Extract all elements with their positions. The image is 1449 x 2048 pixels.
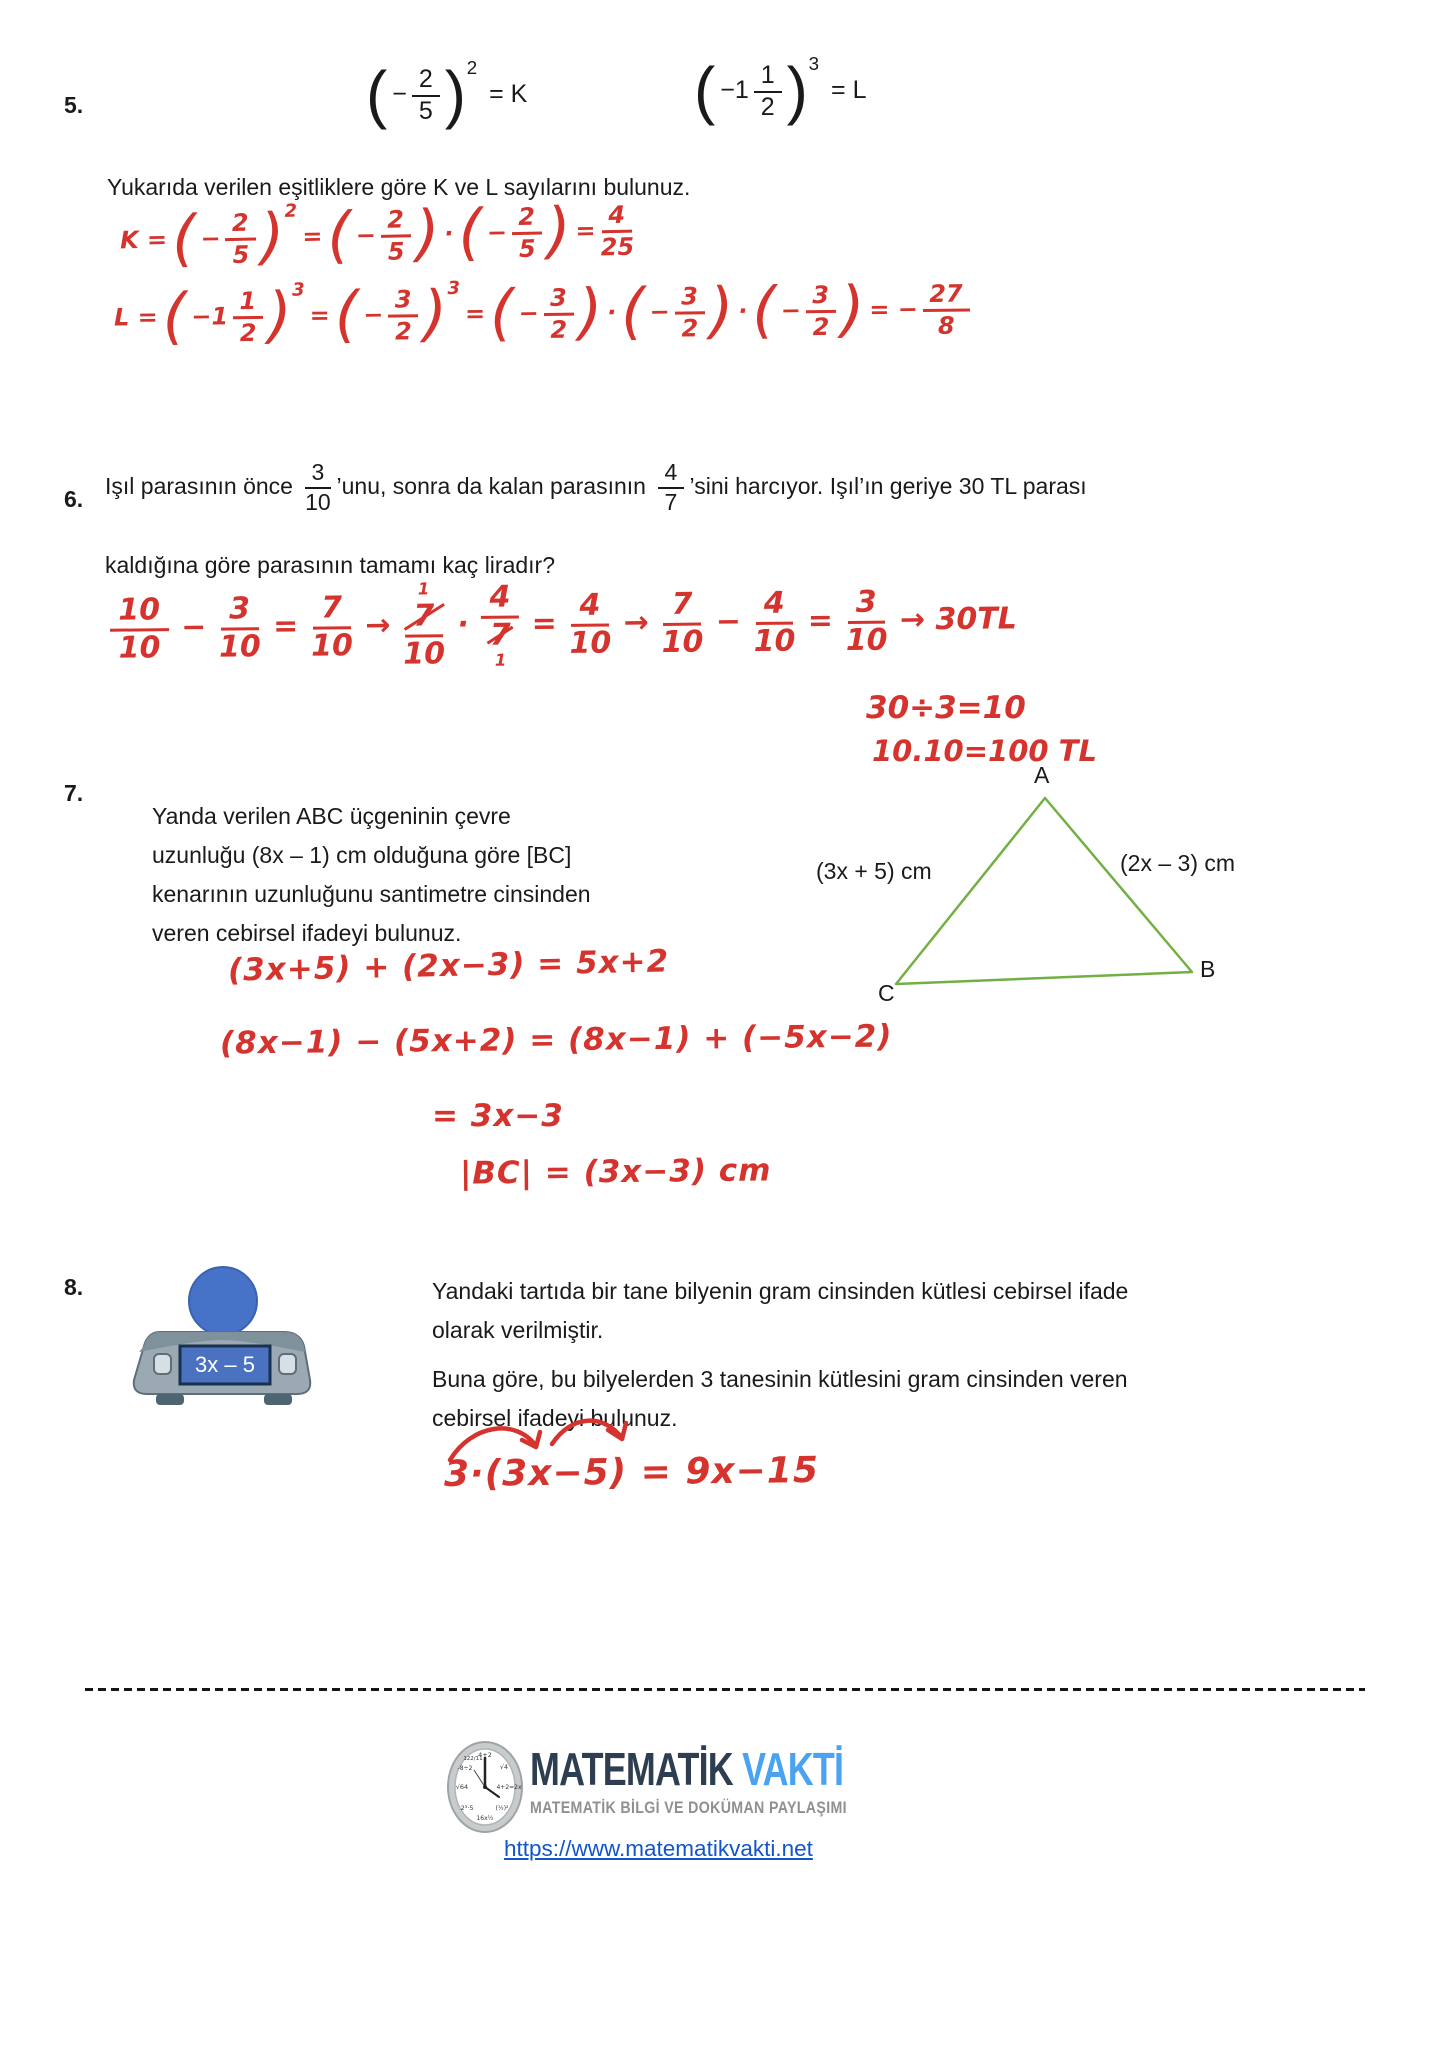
math-token: = L bbox=[824, 76, 867, 104]
math-token bbox=[444, 57, 478, 130]
math-token bbox=[620, 275, 646, 348]
math-token: 7 bbox=[313, 591, 351, 629]
math-token: ( bbox=[366, 58, 388, 130]
math-token: ) bbox=[578, 276, 603, 348]
math-token: ) bbox=[259, 200, 285, 273]
math-token bbox=[694, 54, 716, 126]
math-token bbox=[658, 460, 684, 514]
math-token: 2 bbox=[550, 315, 568, 344]
math-token: · bbox=[738, 297, 748, 326]
math-token: ( bbox=[326, 199, 352, 272]
math-token: ) bbox=[709, 274, 734, 347]
math-token: 1 bbox=[494, 650, 507, 670]
math-token: − bbox=[486, 218, 508, 247]
math-token bbox=[380, 205, 411, 266]
math-token: = bbox=[575, 216, 596, 246]
math-token bbox=[543, 285, 574, 342]
math-token: 10 bbox=[218, 629, 262, 665]
svg-text:122/11: 122/11 bbox=[463, 1756, 483, 1762]
scale-display-value: 3x – 5 bbox=[195, 1352, 255, 1377]
math-token bbox=[786, 53, 820, 126]
math-token: 3 bbox=[388, 286, 418, 317]
question-6-number: 6. bbox=[64, 486, 84, 512]
math-token: ( bbox=[457, 196, 483, 269]
math-token bbox=[751, 274, 777, 346]
triangle-right-side-label: (2x – 3) cm bbox=[1120, 850, 1236, 876]
triangle-outline bbox=[896, 798, 1192, 984]
scale-right-button bbox=[279, 1354, 296, 1374]
math-token: −1 bbox=[720, 76, 749, 104]
math-token: 2 bbox=[812, 312, 830, 341]
math-token bbox=[805, 282, 836, 339]
math-token: − bbox=[649, 297, 670, 327]
math-token: 2 bbox=[380, 206, 411, 237]
math-token: ’sini harcıyor. Işıl’ın geriye 30 TL parası bbox=[689, 473, 1087, 500]
math-token: − bbox=[518, 299, 539, 328]
math-token: 10 bbox=[310, 628, 354, 664]
scale-left-foot bbox=[156, 1394, 184, 1405]
math-token: ( bbox=[334, 278, 359, 351]
question-8-p2-line1: Buna göre, bu bilyelerden 3 tanesinin kütlesini gram cinsinden veren bbox=[432, 1366, 1128, 1392]
math-token: 4 bbox=[571, 589, 609, 627]
math-token: 8 bbox=[937, 311, 955, 340]
math-token: − bbox=[200, 224, 221, 253]
math-token: − bbox=[392, 80, 407, 108]
math-token: 1 bbox=[233, 288, 263, 319]
math-token: 4 bbox=[755, 587, 793, 625]
math-token: 10 bbox=[845, 622, 888, 659]
scale-illustration bbox=[126, 1258, 326, 1410]
math-token: 7 bbox=[405, 599, 443, 637]
math-token bbox=[674, 282, 705, 343]
math-token bbox=[334, 278, 359, 351]
math-token: 1 bbox=[754, 62, 782, 93]
triangle-vertex-a-label: A bbox=[1034, 762, 1050, 788]
math-token: = bbox=[273, 608, 299, 645]
math-token bbox=[546, 194, 572, 267]
math-token bbox=[489, 277, 515, 349]
math-token: 2 bbox=[394, 316, 412, 346]
math-token bbox=[753, 587, 795, 658]
math-token: ’unu, sonra da kalan parasının bbox=[336, 473, 653, 500]
math-token: 2 bbox=[284, 200, 298, 223]
math-token bbox=[366, 58, 388, 130]
math-token bbox=[225, 208, 256, 269]
clock-icon bbox=[446, 1740, 524, 1834]
question-5-text: Yukarıda verilen eşitliklere göre K ve L sayılarını bulunuz. bbox=[107, 174, 691, 200]
svg-text:16x½: 16x½ bbox=[476, 1815, 494, 1822]
svg-text:4+2: 4+2 bbox=[478, 1751, 492, 1759]
section-separator bbox=[85, 1688, 1365, 1691]
question-8-p1-line2: olarak verilmiştir. bbox=[432, 1317, 604, 1343]
scale-left-button bbox=[154, 1354, 171, 1374]
math-token bbox=[845, 586, 887, 657]
math-token: ( bbox=[620, 275, 646, 348]
math-token: = bbox=[531, 606, 557, 642]
math-token: 5 bbox=[387, 237, 405, 266]
math-token: 3 bbox=[292, 279, 305, 301]
math-token: 3 bbox=[543, 285, 573, 316]
math-token bbox=[259, 200, 298, 273]
logo-word-matematik: MATEMATİK bbox=[530, 1743, 743, 1795]
math-token: = bbox=[807, 603, 834, 639]
math-token: − bbox=[715, 604, 742, 640]
question-7-number: 7. bbox=[64, 780, 84, 806]
math-token bbox=[578, 276, 603, 348]
question-7-text-line4: veren cebirsel ifadeyi bulunuz. bbox=[152, 920, 462, 946]
math-token bbox=[511, 202, 542, 263]
math-token bbox=[600, 201, 635, 261]
math-token: = bbox=[302, 222, 323, 251]
math-token bbox=[326, 199, 352, 272]
math-token bbox=[267, 279, 305, 351]
math-token: = K bbox=[482, 80, 528, 108]
math-token: 10 bbox=[661, 624, 704, 661]
math-token bbox=[709, 274, 734, 347]
math-token: → bbox=[623, 605, 650, 641]
math-token bbox=[162, 280, 187, 352]
math-token bbox=[305, 460, 331, 514]
math-token bbox=[754, 62, 782, 120]
question-5-formula-k bbox=[366, 57, 528, 130]
math-token: ( bbox=[694, 54, 716, 126]
math-token: 2 bbox=[681, 313, 699, 343]
math-token bbox=[922, 279, 969, 340]
math-token: = bbox=[309, 301, 330, 330]
math-token bbox=[840, 273, 865, 345]
math-token: L = bbox=[113, 303, 158, 332]
question-7-text-line3: kenarının uzunluğunu santimetre cinsinden bbox=[152, 881, 591, 907]
math-token: = bbox=[464, 299, 486, 329]
triangle-figure bbox=[620, 756, 1310, 1008]
handwritten-solution-7-line2: (8x−1) − (5x+2) = (8x−1) + (−5x−2) bbox=[219, 1018, 893, 1062]
math-token bbox=[412, 66, 440, 124]
math-token bbox=[481, 580, 520, 669]
handwritten-solution-6-multiplication: 10.10=100 TL bbox=[872, 734, 1097, 768]
math-token bbox=[219, 592, 261, 663]
math-token bbox=[311, 591, 353, 662]
logo-title bbox=[530, 1743, 844, 1795]
math-token: 25 bbox=[600, 232, 635, 261]
question-6-text-line2: kaldığına göre parasının tamamı kaç liradır? bbox=[105, 552, 556, 578]
handwritten-solution-7-line3: = 3x−3 bbox=[432, 1098, 564, 1134]
math-token: Işıl parasının önce bbox=[105, 473, 300, 500]
math-token: ) bbox=[840, 273, 865, 345]
logo-clock bbox=[446, 1740, 524, 1839]
math-token: 2 bbox=[760, 92, 775, 121]
triangle-left-side-label: (3x + 5) cm bbox=[816, 858, 932, 884]
math-token: 5 bbox=[518, 234, 536, 263]
math-token bbox=[422, 277, 461, 350]
math-token bbox=[569, 589, 611, 660]
math-token: 4 bbox=[658, 460, 684, 489]
math-token: 2 bbox=[412, 66, 440, 97]
math-token: 4 bbox=[601, 202, 632, 233]
math-token: 3 bbox=[805, 282, 835, 313]
math-token: − bbox=[180, 609, 207, 646]
math-token: 1 bbox=[417, 579, 430, 599]
svg-text:2³·5: 2³·5 bbox=[460, 1804, 474, 1812]
handwritten-solution-5-l bbox=[113, 273, 970, 352]
math-token: 10 bbox=[569, 625, 612, 662]
math-token: 7 bbox=[664, 488, 678, 515]
scale-figure bbox=[126, 1258, 326, 1415]
math-token: 4 bbox=[481, 580, 519, 618]
logo-tagline: MATEMATİK BİLGİ VE DOKÜMAN PAYLAŞIMI bbox=[530, 1799, 847, 1817]
math-token: 2 bbox=[225, 209, 256, 240]
question-5-number: 5. bbox=[64, 92, 84, 118]
handwritten-solution-6-main bbox=[110, 575, 1018, 673]
handwritten-solution-8: 3·(3x−5) = 9x−15 bbox=[443, 1450, 820, 1495]
math-token: ) bbox=[414, 197, 441, 270]
math-token: − bbox=[355, 221, 377, 250]
math-token: 2 bbox=[511, 203, 542, 234]
question-5-formula-l bbox=[694, 53, 867, 126]
math-token bbox=[233, 288, 264, 345]
math-token: 5 bbox=[232, 240, 250, 269]
svg-text:4+2=2x: 4+2=2x bbox=[496, 1784, 522, 1791]
triangle-vertex-c-label: C bbox=[878, 980, 895, 1006]
math-token: 10 bbox=[403, 636, 446, 672]
math-token: ) bbox=[267, 279, 293, 351]
math-token: 7 bbox=[489, 617, 511, 653]
logo-text-block bbox=[530, 1743, 932, 1818]
math-token bbox=[414, 197, 441, 270]
svg-text:√64: √64 bbox=[455, 1783, 469, 1791]
footer-website-link[interactable]: https://www.matematikvakti.net bbox=[504, 1836, 813, 1861]
svg-text:(½)²: (½)² bbox=[495, 1805, 509, 1812]
math-token: − bbox=[363, 300, 384, 330]
math-token: ) bbox=[444, 58, 466, 130]
handwritten-solution-7-line1: (3x+5) + (2x−3) = 5x+2 bbox=[227, 943, 670, 989]
math-token bbox=[171, 202, 197, 275]
math-token: 3 bbox=[447, 278, 461, 300]
question-8-number: 8. bbox=[64, 1274, 84, 1300]
svg-text:√4: √4 bbox=[499, 1763, 509, 1771]
handwritten-solution-6-division: 30÷3=10 bbox=[866, 690, 1026, 726]
math-token: 2 bbox=[466, 57, 478, 79]
math-token: 2 bbox=[239, 318, 257, 347]
question-7-text-line1: Yanda verilen ABC üçgeninin çevre bbox=[152, 803, 511, 829]
math-token: 10 bbox=[753, 623, 796, 660]
math-token: ( bbox=[162, 280, 187, 352]
math-token: · bbox=[444, 219, 454, 248]
math-token bbox=[661, 588, 703, 659]
math-token bbox=[110, 593, 169, 664]
math-token: ( bbox=[751, 274, 777, 346]
math-token bbox=[403, 579, 446, 672]
math-token: → 30TL bbox=[899, 601, 1017, 638]
math-token: 3 bbox=[808, 53, 820, 75]
math-token: 27 bbox=[922, 280, 969, 311]
triangle-vertex-b-label: B bbox=[1200, 956, 1216, 982]
question-6-text-line1 bbox=[105, 460, 1087, 514]
math-token: 3 bbox=[305, 460, 331, 489]
math-token: 5 bbox=[418, 96, 433, 125]
math-token: − bbox=[780, 296, 802, 325]
marble-icon bbox=[189, 1267, 257, 1335]
question-7-text-line2: uzunluğu (8x – 1) cm olduğuna göre [BC] bbox=[152, 842, 572, 868]
math-token: 10 bbox=[118, 630, 161, 666]
math-token: = − bbox=[869, 295, 919, 324]
question-8-p2-line2: cebirsel ifadeyi bulunuz. bbox=[432, 1405, 678, 1431]
math-token: K = bbox=[119, 225, 168, 255]
math-token bbox=[388, 285, 419, 346]
math-token: → bbox=[365, 607, 391, 644]
math-token: ) bbox=[422, 277, 448, 350]
math-token: ) bbox=[546, 194, 572, 267]
scale-right-foot bbox=[264, 1394, 292, 1405]
math-token: ( bbox=[489, 277, 515, 349]
math-token: ) bbox=[786, 54, 808, 126]
math-token: 10 bbox=[305, 488, 331, 515]
math-token bbox=[457, 196, 483, 269]
question-7-text bbox=[152, 797, 591, 953]
handwritten-solution-5-k bbox=[119, 194, 635, 275]
svg-text:-8÷2: -8÷2 bbox=[457, 1765, 473, 1772]
question-8-p1-line1: Yandaki tartıda bir tane bilyenin gram cinsinden kütlesi cebirsel ifade bbox=[432, 1278, 1129, 1304]
math-token: ( bbox=[171, 202, 197, 275]
logo-word-vakti: VAKTİ bbox=[742, 1743, 844, 1795]
math-token: 10 bbox=[110, 593, 169, 631]
question-8-paragraph1 bbox=[432, 1272, 1128, 1350]
math-token: 3 bbox=[847, 586, 885, 624]
math-token: −1 bbox=[191, 302, 229, 331]
math-token: · bbox=[457, 607, 469, 643]
math-token: 3 bbox=[221, 592, 259, 630]
math-token: 3 bbox=[674, 283, 704, 314]
math-token: 7 bbox=[663, 588, 701, 626]
handwritten-solution-7-line4: |BC| = (3x−3) cm bbox=[459, 1152, 772, 1192]
math-token: · bbox=[606, 298, 617, 327]
